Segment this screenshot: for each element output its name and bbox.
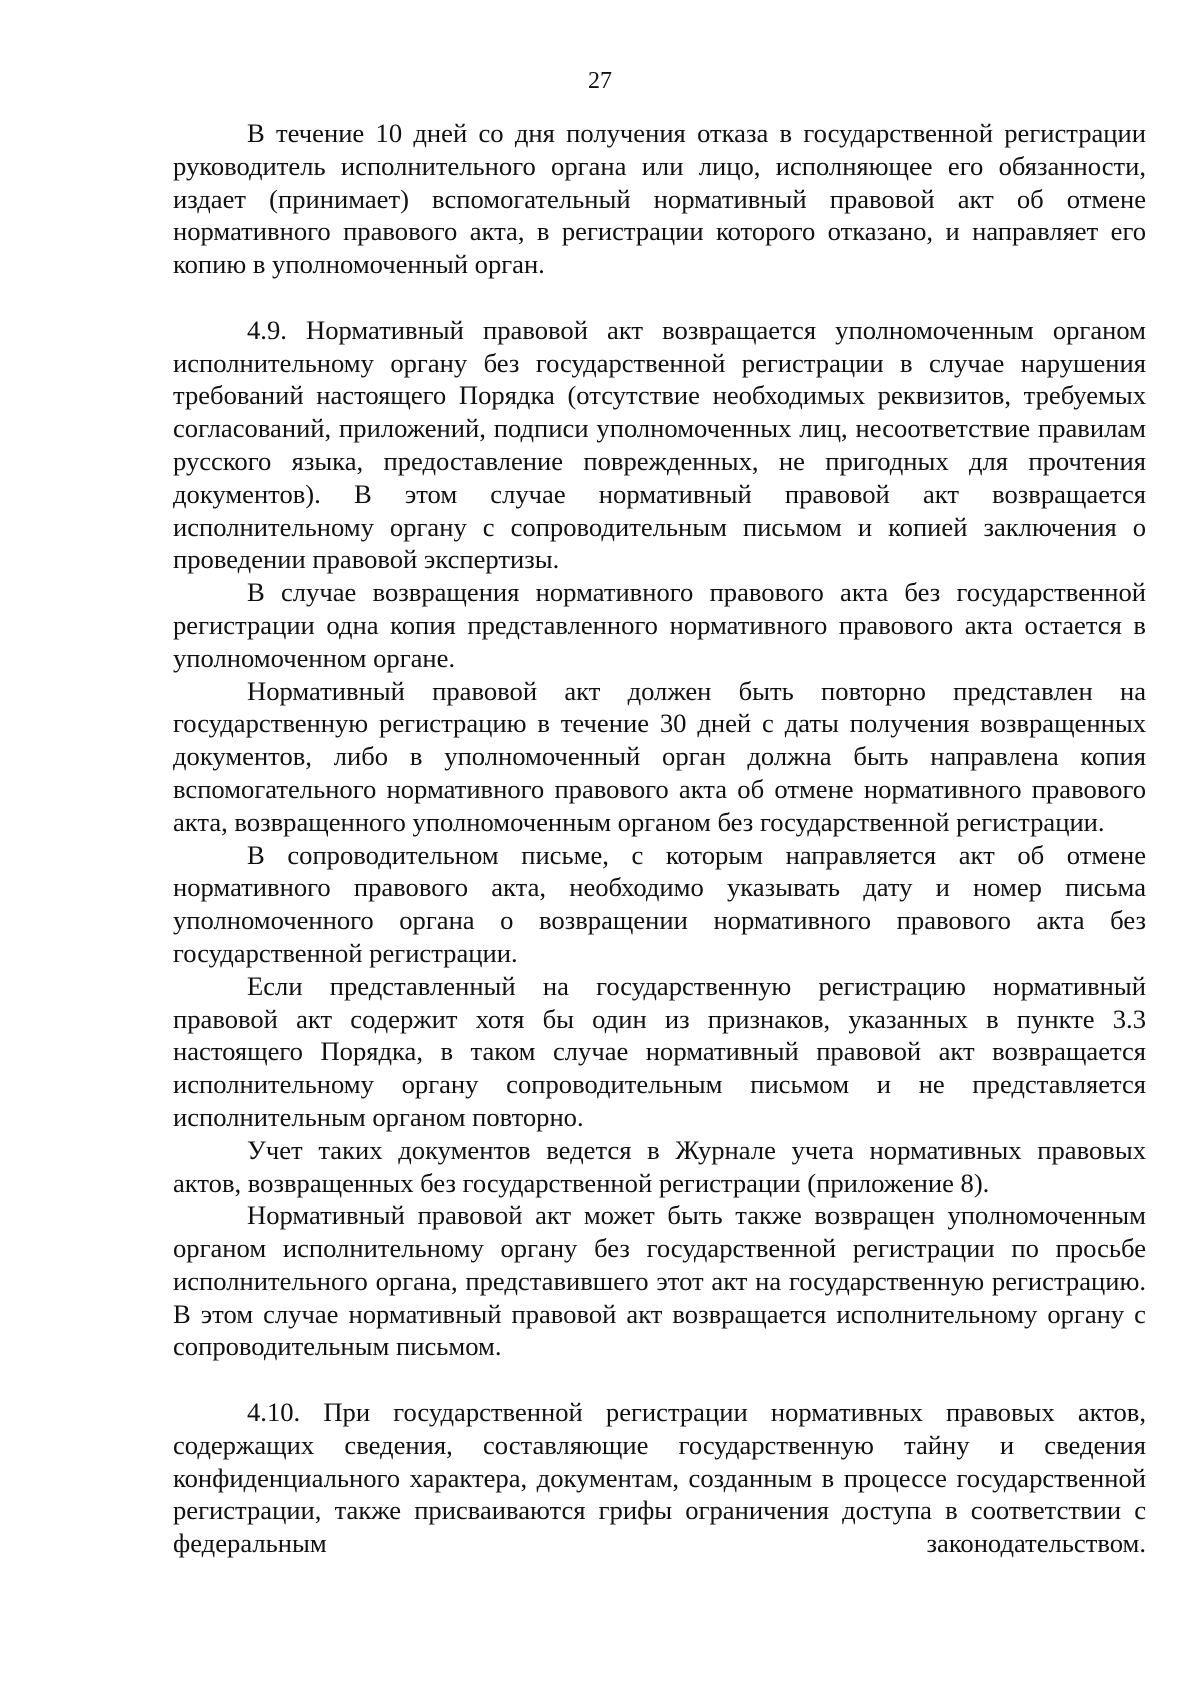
page-number: 27 (588, 68, 612, 94)
paragraph-4-9-return: 4.9. Нормативный правовой акт возвращается уполномоченным органом исполнительному органу без государственной регистрации в случае нарушения требований настоящего Порядка (отсутствие необходимых реквизитов, требуемых согласований, приложений, подписи уполномоченных лиц, несоответствие правилам русского языка, предоставление поврежденных, не пригодных для прочтения документов). В этом случае нормативный правовой акт возвращается исполнительному органу с сопроводительным письмом и копией заключения о проведении правовой экспертизы. (173, 314, 1146, 575)
document-body (173, 117, 1146, 1560)
paragraph-copy-retained: В случае возвращения нормативного правового акта без государственной регистрации одна копия представленного нормативного правового акта остается в уполномоченном органе. (173, 577, 1146, 673)
paragraph-journal-record: Учет таких документов ведется в Журнале учета нормативных правовых актов, возвращенных без государственной регистрации (приложение 8). (173, 1134, 1146, 1198)
paragraph-resubmission: Нормативный правовой акт должен быть повторно представлен на государственную регистрацию в течение 30 дней с даты получения возвращенных документов, либо в уполномоченный орган должна быть направлена копия вспомогательного нормативного правового акта об отмене нормативного правового акта, возвращенного уполномоченным органом без государственной регистрации. (173, 675, 1146, 837)
paragraph-cover-letter: В сопроводительном письме, с которым направляется акт об отмене нормативного правового акта, необходимо указывать дату и номер письма уполномоченного органа о возвращении нормативного правового акта без государственной регистрации. (173, 839, 1146, 968)
paragraph-4-10-classification: 4.10. При государственной регистрации нормативных правовых актов, содержащих сведения, составляющие государственную тайну и сведения конфиденциального характера, документам, созданным в процессе государственной регистрации, также присваиваются грифы ограничения доступа в соответствии с федеральным законодательством. (173, 1397, 1146, 1559)
paragraph-grounds-3-3: Если представленный на государственную регистрацию нормативный правовой акт содержит хотя бы один из признаков, указанных в пункте 3.3 настоящего Порядка, в таком случае нормативный правовой акт возвращается исполнительному органу сопроводительным письмом и не представляется исполнительным органом повторно. (173, 970, 1146, 1132)
paragraph-return-on-request: Нормативный правовой акт может быть также возвращен уполномоченным органом исполнительному органу без государственной регистрации по просьбе исполнительного органа, представившего этот акт на государственную регистрацию. В этом случае нормативный правовой акт возвращается исполнительному органу с сопроводительным письмом. (173, 1200, 1146, 1362)
paragraph-refusal-cancellation: В течение 10 дней со дня получения отказа в государственной регистрации руководитель исполнительного органа или лицо, исполняющее его обязанности, издает (принимает) вспомогательный нормативный правовой акт об отмене нормативного правового акта, в регистрации которого отказано, и направляет его копию в уполномоченный орган. (173, 118, 1146, 280)
section-spacer (173, 281, 1146, 314)
section-spacer (173, 1363, 1146, 1396)
